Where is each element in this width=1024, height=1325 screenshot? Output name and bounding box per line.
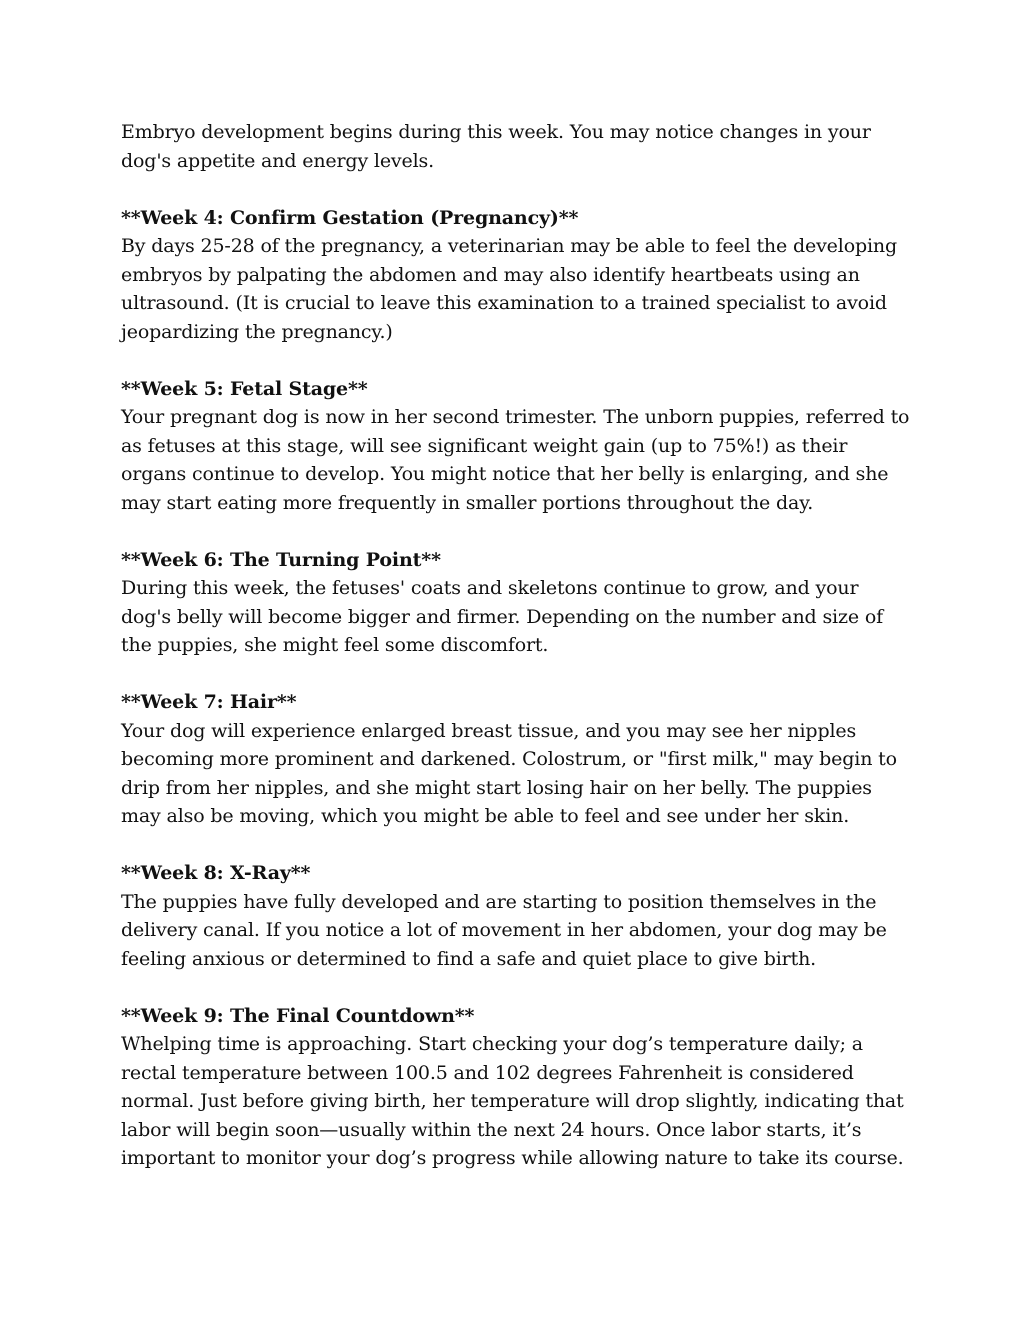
section-heading: **Week 4: Confirm Gestation (Pregnancy)** [121, 206, 579, 229]
section-week-8 [121, 859, 911, 973]
section-heading: **Week 5: Fetal Stage** [121, 377, 368, 400]
section-body: Your dog will experience enlarged breast tissue, and you may see her nipples becoming more prominent and darkened. Colostrum, or "first milk," may begin to drip from her nipples, and she might start losing hair on her belly. The puppies may also be moving, which you might be able to feel and see under her skin. [121, 719, 897, 827]
document-page [121, 118, 911, 1173]
section-body: Whelping time is approaching. Start checking your dog’s temperature daily; a rectal temperature between 100.5 and 102 degrees Fahrenheit is considered normal. Just before giving birth, her temperature will drop slightly, indicating that labor will begin soon—usually within the next 24 hours. Once labor starts, it’s important to monitor your dog’s progress while allowing nature to take its course. [121, 1033, 904, 1169]
section-week-7 [121, 688, 911, 831]
section-week-9 [121, 1002, 911, 1173]
section-body: During this week, the fetuses' coats and skeletons continue to grow, and your dog's belly will become bigger and firmer. Depending on the number and size of the puppies, she might feel some discomfort. [121, 577, 884, 656]
section-week-6 [121, 546, 911, 660]
section-body: By days 25-28 of the pregnancy, a veterinarian may be able to feel the developing embryos by palpating the abdomen and may also identify heartbeats using an ultrasound. (It is crucial to leave this examination to a trained specialist to avoid jeopardizing the pregnancy.) [121, 235, 898, 343]
intro-paragraph: Embryo development begins during this week. You may notice changes in your dog's appetite and energy levels. [121, 121, 871, 172]
section-heading: **Week 7: Hair** [121, 691, 297, 713]
section-heading: **Week 6: The Turning Point** [121, 548, 441, 571]
section-heading: **Week 9: The Final Countdown** [121, 1004, 475, 1027]
section-body: Your pregnant dog is now in her second trimester. The unborn puppies, referred to as fetuses at this stage, will see significant weight gain (up to 75%!) as their organs continue to develop. You might notice that her belly is enlarging, and she may start eating more frequently in smaller portions throughout the day. [121, 406, 910, 514]
section-week-4 [121, 204, 911, 347]
section-week-5 [121, 375, 911, 518]
section-heading: **Week 8: X-Ray** [121, 862, 311, 884]
section-body: The puppies have fully developed and are starting to position themselves in the delivery canal. If you notice a lot of movement in her abdomen, your dog may be feeling anxious or determined to find a safe and quiet place to give birth. [121, 890, 887, 970]
